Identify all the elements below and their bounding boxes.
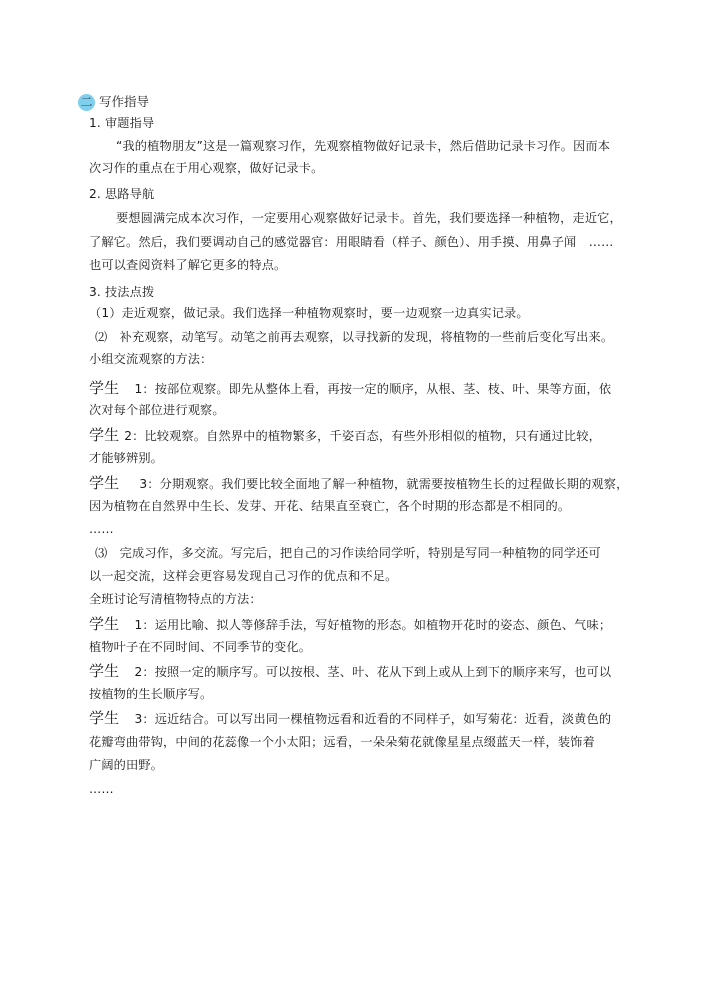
line-text: 3：分期观察。我们要比较全面地了解一种植物，就需要按植物生长的过程做长期的观察， (139, 477, 629, 491)
text-line (89, 662, 611, 681)
section-title: 写作指导 (99, 94, 150, 109)
section-number-badge: 二 (78, 94, 95, 111)
line-text: 2. 思路导航 (89, 187, 155, 201)
student-label: 学生 (89, 474, 140, 492)
line-text: 小组交流观察的方法： (89, 352, 213, 366)
text-line (89, 159, 323, 177)
line-text: “我的植物朋友”这是一篇观察习作，先观察植物做好记录卡，然后借助记录卡习作。因而本 (116, 139, 611, 153)
text-line (89, 185, 154, 203)
line-text: …… (89, 522, 114, 536)
line-text: 因为植物在自然界中生长、发芽、开花、结果直至衰亡，各个时期的形态都是不相同的。 (89, 499, 571, 513)
text-line (89, 114, 154, 132)
line-text: 才能够辨别。 (89, 451, 164, 465)
text-line (89, 304, 529, 322)
text-line (89, 426, 601, 445)
student-label: 学生 (89, 426, 125, 444)
line-text: ⑶ 完成习作，多交流。写完后，把自己的习作读给同学听，特别是写同一种植物的同学还可 (95, 546, 601, 560)
student-label: 学生 (89, 662, 135, 680)
text-line (89, 256, 286, 274)
line-text: 按植物的生长顺序写。 (89, 687, 213, 701)
line-text: 植物叶子在不同时间、不同季节的变化。 (89, 640, 312, 654)
text-line (89, 449, 163, 467)
line-text: 广阔的田野。 (89, 758, 164, 772)
line-text: 2：按照一定的顺序写。可以按根、茎、叶、花从下到上或从上到下的顺序来写，也可以 (134, 665, 612, 679)
text-line (89, 401, 225, 419)
line-text: （1）走近观察，做记录。我们选择一种植物观察时，要一边观察一边真实记录。 (89, 306, 529, 320)
line-text: 1. 审题指导 (89, 116, 155, 130)
line-text: 1：按部位观察。即先从整体上看，再按一定的顺序，从根、茎、枝、叶、果等方面，依 (134, 382, 612, 396)
text-line (89, 233, 613, 251)
line-text: 2：比较观察。自然界中的植物繁多，千姿百态，有些外形相似的植物，只有通过比较， (124, 429, 601, 443)
text-line (89, 638, 311, 656)
line-text: 全班讨论写清植物特点的方法： (89, 592, 262, 606)
line-text: 也可以查阅资料了解它更多的特点。 (89, 258, 287, 272)
line-text: ⑵ 补充观察，动笔写。动笔之前再去观察，以寻找新的发现，将植物的一些前后变化写出来。 (95, 330, 614, 344)
line-text: 3. 技法点拨 (89, 285, 155, 299)
text-line (89, 590, 262, 608)
line-text: 要想圆满完成本次习作，一定要用心观察做好记录卡。首先，我们要选择一种植物，走近它， (116, 211, 622, 225)
text-line (89, 474, 628, 493)
text-line (89, 379, 611, 398)
text-line (89, 520, 114, 538)
text-line (89, 756, 163, 774)
section-heading (78, 93, 149, 111)
text-line (89, 685, 212, 703)
line-text: 1：运用比喻、拟人等修辞手法，写好植物的形态。如植物开花时的姿态、颜色、气味； (134, 618, 612, 632)
student-label: 学生 (89, 379, 135, 397)
student-label: 学生 (89, 615, 135, 633)
text-line (89, 709, 611, 728)
line-text: 以一起交流，这样会更容易发现自己习作的优点和不足。 (89, 569, 398, 583)
text-line (89, 780, 114, 798)
text-line (116, 137, 610, 155)
student-label: 学生 (89, 709, 135, 727)
text-line (89, 350, 212, 368)
text-line (89, 615, 611, 634)
line-text: …… (89, 782, 114, 796)
text-line (89, 283, 154, 301)
line-text: 次习作的重点在于用心观察，做好记录卡。 (89, 161, 324, 175)
text-line (95, 328, 613, 346)
text-line (116, 209, 622, 227)
line-text: 3：远近结合。可以写出同一棵植物远看和近看的不同样子，如写菊花：近看，淡黄色的 (134, 712, 612, 726)
text-line (89, 733, 595, 751)
line-text: 了解它。然后，我们要调动自己的感觉器官：用眼睛看（样子、颜色）、用手摸、用鼻子闻 …… (89, 235, 614, 249)
line-text: 花瓣弯曲带钩，中间的花蕊像一个小太阳；远看，一朵朵菊花就像星星点缀蓝天一样，装饰着 (89, 735, 595, 749)
text-line (89, 567, 397, 585)
text-line (95, 544, 601, 562)
line-text: 次对每个部位进行观察。 (89, 403, 225, 417)
text-line (89, 497, 570, 515)
